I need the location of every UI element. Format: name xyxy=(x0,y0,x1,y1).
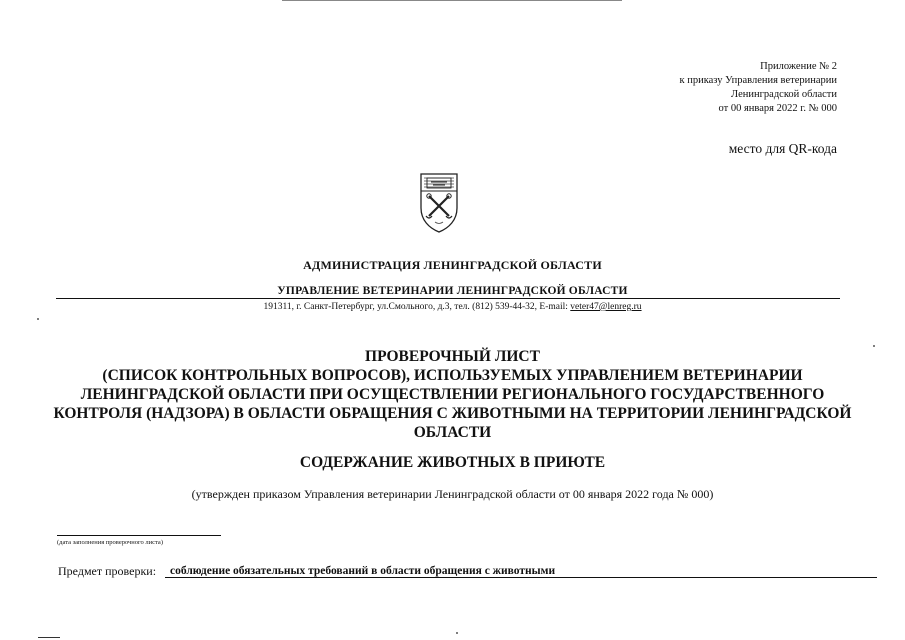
title-line: ЛЕНИНГРАДСКОЙ ОБЛАСТИ ПРИ ОСУЩЕСТВЛЕНИИ РЕГИОНАЛЬНОГО ГОСУДАРСТВЕННОГО xyxy=(80,386,825,403)
scan-speck xyxy=(456,632,458,634)
scan-speck xyxy=(37,318,39,320)
appendix-line: Приложение № 2 xyxy=(760,61,837,72)
approval-note: (утвержден приказом Управления ветеринарии Ленинградской области от 00 января 2022 года № 000) xyxy=(191,487,714,501)
qr-code-placeholder: место для QR-кода xyxy=(728,141,837,156)
header-divider xyxy=(56,298,840,299)
subject-value: соблюдение обязательных требований в области обращения с животными xyxy=(170,565,556,577)
date-fill-line xyxy=(57,535,221,536)
title-line: (СПИСОК КОНТРОЛЬНЫХ ВОПРОСОВ), ИСПОЛЬЗУЕМЫХ УПРАВЛЕНИЕМ ВЕТЕРИНАРИИ xyxy=(102,367,803,384)
department-address xyxy=(0,302,905,312)
appendix-reference xyxy=(679,60,837,116)
appendix-line: от 00 января 2022 г. № 000 xyxy=(718,103,837,114)
document-title xyxy=(40,347,865,442)
email-link[interactable]: veter47@lenreg.ru xyxy=(570,302,642,312)
scan-edge-line xyxy=(282,0,622,1)
title-line: ОБЛАСТИ xyxy=(413,424,492,441)
address-text: 191311, г. Санкт-Петербург, ул.Смольного, д.3, тел. (812) 539-44-32, E-mail: xyxy=(263,302,571,312)
administration-name: АДМИНИСТРАЦИЯ ЛЕНИНГРАДСКОЙ ОБЛАСТИ xyxy=(303,258,602,272)
subject-underline xyxy=(165,577,877,578)
scan-edge-line xyxy=(38,637,60,638)
appendix-line: Ленинградской области xyxy=(731,89,837,100)
scan-speck xyxy=(873,345,875,347)
title-line: КОНТРОЛЯ (НАДЗОРА) В ОБЛАСТИ ОБРАЩЕНИЯ С ЖИВОТНЫМИ НА ТЕРРИТОРИИ ЛЕНИНГРАДСКОЙ xyxy=(53,405,852,422)
department-name: УПРАВЛЕНИЕ ВЕТЕРИНАРИИ ЛЕНИНГРАДСКОЙ ОБЛАСТИ xyxy=(277,285,628,297)
date-field-caption: (дата заполнения проверочного листа) xyxy=(57,539,163,546)
subject-label: Предмет проверки: xyxy=(58,564,157,578)
document-subtitle: СОДЕРЖАНИЕ ЖИВОТНЫХ В ПРИЮТЕ xyxy=(299,454,606,471)
coat-of-arms-icon xyxy=(419,172,459,234)
appendix-line: к приказу Управления ветеринарии xyxy=(679,75,837,86)
title-line: ПРОВЕРОЧНЫЙ ЛИСТ xyxy=(365,348,540,365)
